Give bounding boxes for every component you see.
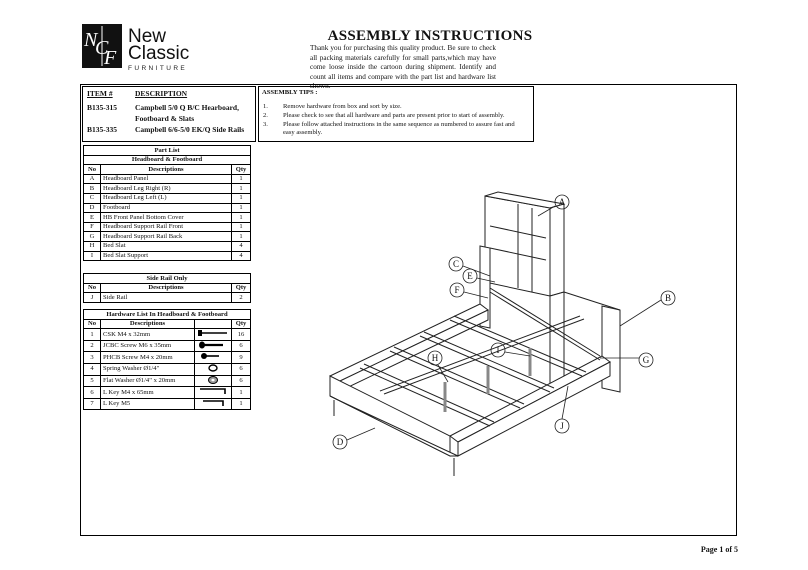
item-description-box xyxy=(82,86,256,142)
col-no-header: No xyxy=(84,165,101,175)
table-row: G Headboard Support Rail Back 1 xyxy=(84,232,251,242)
table-row: J Side Rail 2 xyxy=(84,293,251,303)
spring-washer-icon xyxy=(195,363,232,375)
col-desc-header: Descriptions xyxy=(101,319,195,329)
table-row: 7 L Key M5 1 xyxy=(84,398,251,410)
brand-name-line2: Classic xyxy=(128,43,190,64)
col-qty-header: Qty xyxy=(232,319,251,329)
callout-e: E xyxy=(467,271,473,281)
callout-j: J xyxy=(560,421,564,431)
table-row: H Bed Slat 4 xyxy=(84,241,251,251)
item-number: B135-335 xyxy=(87,125,117,134)
tips-title: ASSEMBLY TIPS : xyxy=(262,89,318,96)
col-qty-header: Qty xyxy=(232,283,251,293)
ncf-monogram-icon xyxy=(82,24,122,68)
tip-item: 3. Please follow attached instructions in the same sequence as numbered to assure fast and easy assembly. xyxy=(263,121,515,136)
callout-c: C xyxy=(452,259,460,269)
callout-h: H xyxy=(431,353,439,363)
part-list-table xyxy=(83,145,251,261)
col-no-header: No xyxy=(84,319,101,329)
svg-text:C: C xyxy=(95,37,109,59)
col-qty-header: Qty xyxy=(232,165,251,175)
table-row: 2 JCBC Screw M6 x 35mm 6 xyxy=(84,340,251,352)
brand-subtitle: FURNITURE xyxy=(128,65,188,72)
hardware-table xyxy=(83,309,251,410)
side-rail-title: Side Rail Only xyxy=(84,274,251,284)
tip-item: 2. Please check to see that all hardware and parts are present prior to start of assembly. xyxy=(263,112,505,119)
table-row: I Bed Slat Support 4 xyxy=(84,251,251,261)
callout-g: G xyxy=(642,355,650,365)
col-image-header xyxy=(195,319,232,329)
callout-d: D xyxy=(336,437,344,447)
item-description: Campbell 5/0 Q B/C Hearboard, xyxy=(135,103,239,112)
side-rail-table xyxy=(83,273,251,303)
flat-washer-icon xyxy=(195,375,232,387)
brand-logo xyxy=(82,24,192,74)
col-desc-header: Descriptions xyxy=(101,165,232,175)
table-row: C Headboard Leg Left (L) 1 xyxy=(84,193,251,203)
svg-text:F: F xyxy=(104,47,117,68)
table-row: F Headboard Support Rail Front 1 xyxy=(84,222,251,232)
intro-paragraph: Thank you for purchasing this quality product. Be sure to check all packing materials carefully for small parts,which may have come loose inside the cartoon during shipment. Identify and count all items and compare with the part list and hardware list shown. xyxy=(310,44,496,91)
table-row: 5 Flat Washer Ø1/4" x 20mm 6 xyxy=(84,375,251,387)
part-list-title: Part List xyxy=(84,146,251,156)
part-list-section: Headboard & Footboard xyxy=(84,155,251,165)
item-description: Footboard & Slats xyxy=(135,114,195,123)
callout-b: B xyxy=(664,293,672,303)
page-title: ASSEMBLY INSTRUCTIONS xyxy=(327,28,533,44)
long-screw-icon xyxy=(195,329,232,341)
bolt-icon xyxy=(195,340,232,352)
l-key-icon xyxy=(195,387,232,399)
table-row: D Footboard 1 xyxy=(84,203,251,213)
assembly-tips-box xyxy=(258,86,534,142)
callout-a: A xyxy=(558,197,566,207)
table-row: 4 Spring Washer Ø1/4" 6 xyxy=(84,363,251,375)
table-row: 1 CSK M4 x 32mm 16 xyxy=(84,329,251,341)
callout-f: F xyxy=(454,285,460,295)
item-column-header: ITEM # xyxy=(87,89,113,98)
item-number: B135-315 xyxy=(87,103,117,112)
table-row: E HB Front Panel Bottom Cover 1 xyxy=(84,213,251,223)
col-desc-header: Descriptions xyxy=(101,283,232,293)
table-row: 6 L Key M4 x 65mm 1 xyxy=(84,387,251,399)
callout-i: I xyxy=(496,345,500,355)
svg-text:N: N xyxy=(84,29,98,51)
brand-name-line1: New xyxy=(128,26,167,47)
table-row: A Headboard Panel 1 xyxy=(84,174,251,184)
col-no-header: No xyxy=(84,283,101,293)
table-row: B Headboard Leg Right (R) 1 xyxy=(84,184,251,194)
hardware-title: Hardware List In Headboard & Footboard xyxy=(84,310,251,320)
item-description: Campbell 6/6-5/0 EK/Q Side Rails xyxy=(135,125,245,134)
l-key-icon xyxy=(195,398,232,410)
table-row: 3 PHCB Screw M4 x 20mm 9 xyxy=(84,352,251,364)
bed-assembly-drawing xyxy=(320,186,680,486)
tip-item: 1. Remove hardware from box and sort by size. xyxy=(263,103,402,110)
short-screw-icon xyxy=(195,352,232,364)
page-number: Page 1 of 5 xyxy=(700,545,738,554)
description-column-header: DESCRIPTION xyxy=(135,89,188,98)
